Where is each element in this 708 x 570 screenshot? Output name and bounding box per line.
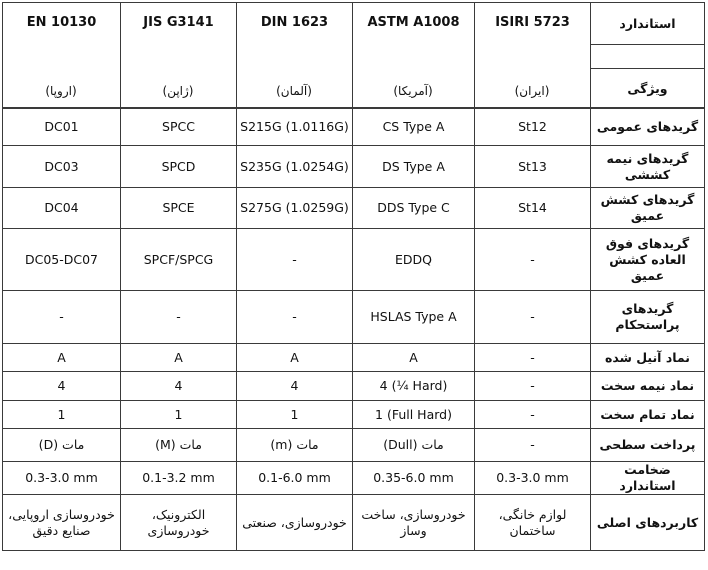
cell-jis-g3141: SPCE (121, 188, 237, 229)
cell-jis-g3141: 0.1-3.2 mm (121, 462, 237, 495)
cell-din1623: S215G (1.0116G) (237, 108, 353, 146)
cell-astm-a1008: 0.35-6.0 mm (353, 462, 475, 495)
cell-isiri5723: St14 (475, 188, 591, 229)
cell-en10130: A (3, 344, 121, 372)
cell-din1623: 4 (237, 372, 353, 401)
row-label-cell: گریدهای عمومی (591, 108, 705, 146)
region-usa: (آمریکا) (393, 84, 433, 98)
header-cell-jis-g3141: JIS G3141 (121, 3, 237, 109)
table-row (3, 291, 705, 344)
cell-din1623: - (237, 291, 353, 344)
cell-isiri5723: St12 (475, 108, 591, 146)
row-label-cell: نماد آنیل شده (591, 344, 705, 372)
table-row (3, 372, 705, 401)
table-row (3, 229, 705, 291)
cell-en10130: 4 (3, 372, 121, 401)
cell-jis-g3141: SPCC (121, 108, 237, 146)
cell-en10130: خودروسازی اروپایی، صنایع دقیق (3, 495, 121, 551)
row-label-cell: گریدهای فوق العاده کشش عمیق (591, 229, 705, 291)
row-label-cell: کاربردهای اصلی (591, 495, 705, 551)
header-row (3, 3, 705, 45)
cell-din1623: - (237, 229, 353, 291)
cell-jis-g3141: 1 (121, 401, 237, 429)
cell-en10130: 0.3-3.0 mm (3, 462, 121, 495)
cell-isiri5723: لوازم خانگی، ساختمان (475, 495, 591, 551)
table-row (3, 495, 705, 551)
row-label-cell: نماد تمام سخت (591, 401, 705, 429)
cell-en10130: DC04 (3, 188, 121, 229)
table-row (3, 146, 705, 188)
cell-jis-g3141: - (121, 291, 237, 344)
cell-en10130: - (3, 291, 121, 344)
cell-jis-g3141: SPCF/SPCG (121, 229, 237, 291)
cell-din1623: 1 (237, 401, 353, 429)
cell-din1623: A (237, 344, 353, 372)
cell-din1623: S235G (1.0254G) (237, 146, 353, 188)
row-label-cell: پرداخت سطحی (591, 429, 705, 462)
cell-isiri5723: St13 (475, 146, 591, 188)
cell-isiri5723: - (475, 291, 591, 344)
cell-astm-a1008: EDDQ (353, 229, 475, 291)
cell-astm-a1008: خودروسازی، ساخت وساز (353, 495, 475, 551)
cell-astm-a1008: A (353, 344, 475, 372)
cell-jis-g3141: 4 (121, 372, 237, 401)
row-label-cell: نماد نیمه سخت (591, 372, 705, 401)
cell-jis-g3141: مات (M) (121, 429, 237, 462)
cell-din1623: خودروسازی، صنعتی (237, 495, 353, 551)
cell-din1623: 0.1-6.0 mm (237, 462, 353, 495)
cell-jis-g3141: الکترونیک، خودروسازی (121, 495, 237, 551)
cell-jis-g3141: A (121, 344, 237, 372)
cell-astm-a1008: DS Type A (353, 146, 475, 188)
cell-en10130: DC03 (3, 146, 121, 188)
cell-din1623: مات (m) (237, 429, 353, 462)
empty-label-cell (591, 45, 705, 69)
region-labels (2, 76, 590, 106)
cell-din1623: S275G (1.0259G) (237, 188, 353, 229)
feature-label-cell: ویژگی (591, 69, 705, 109)
table-row (3, 401, 705, 429)
cell-isiri5723: - (475, 229, 591, 291)
table-row (3, 429, 705, 462)
cell-jis-g3141: SPCD (121, 146, 237, 188)
row-label-cell: گریدهای نیمه کششی (591, 146, 705, 188)
table-row (3, 188, 705, 229)
row-label-cell: ضخامت استاندارد (591, 462, 705, 495)
cell-isiri5723: - (475, 429, 591, 462)
cell-astm-a1008: 4 (¼ Hard) (353, 372, 475, 401)
cell-isiri5723: - (475, 372, 591, 401)
header-cell-en10130: EN 10130 (3, 3, 121, 109)
cell-en10130: DC01 (3, 108, 121, 146)
cell-en10130: مات (D) (3, 429, 121, 462)
cell-isiri5723: 0.3-3.0 mm (475, 462, 591, 495)
cell-en10130: DC05-DC07 (3, 229, 121, 291)
row-label-cell: گریدهای کشش عمیق (591, 188, 705, 229)
cell-en10130: 1 (3, 401, 121, 429)
table-row (3, 344, 705, 372)
cell-isiri5723: - (475, 344, 591, 372)
cell-astm-a1008: CS Type A (353, 108, 475, 146)
header-cell-astm-a1008: ASTM A1008 (353, 3, 475, 109)
cell-isiri5723: - (475, 401, 591, 429)
cell-astm-a1008: HSLAS Type A (353, 291, 475, 344)
steel-standards-body (2, 107, 705, 551)
cell-astm-a1008: مات (Dull) (353, 429, 475, 462)
row-label-cell: گریدهای پراستحکام (591, 291, 705, 344)
table-row (3, 108, 705, 146)
header-cell-din1623: DIN 1623 (237, 3, 353, 109)
region-germany: (آلمان) (276, 84, 312, 98)
standard-label-cell: استاندارد (591, 3, 705, 45)
table-row (3, 462, 705, 495)
region-iran: (ایران) (514, 84, 550, 98)
region-europe: (اروپا) (45, 84, 77, 98)
header-cell-isiri5723: ISIRI 5723 (475, 3, 591, 109)
cell-astm-a1008: DDS Type C (353, 188, 475, 229)
region-japan: (ژاپن) (162, 84, 194, 98)
cell-astm-a1008: 1 (Full Hard) (353, 401, 475, 429)
